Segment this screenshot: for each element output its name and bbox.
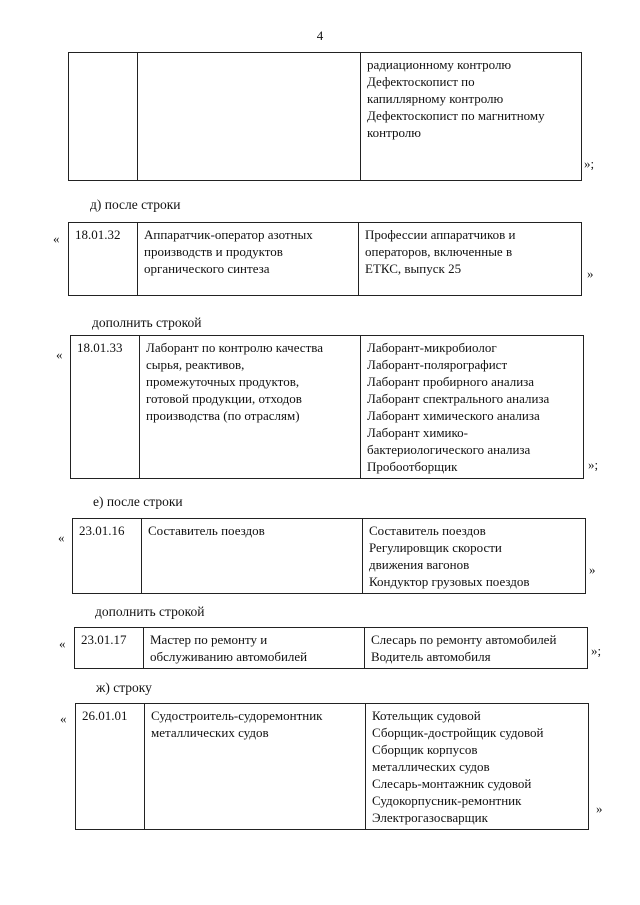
page-number: 4 [316,28,324,43]
table-row [68,222,582,296]
code-cell [69,53,138,181]
code-cell: 18.01.33 [71,336,140,479]
section-label: ж) строку [96,680,152,695]
opening-quote: « [59,636,66,651]
code-cell: 18.01.32 [69,223,138,296]
profession-line: Дефектоскопист по магнитному [367,108,545,123]
name-cell: Мастер по ремонту и обслуживанию автомобилей [144,628,365,669]
name-cell: Аппаратчик-оператор азотных производств и продуктов органического синтеза [138,223,359,296]
section-label: д) после строки [90,197,181,212]
closing-quote: »; [584,156,595,171]
table-row [74,627,588,669]
name-cell [138,53,361,181]
profession-line: контролю [367,125,421,140]
profession-line: радиационному контролю [367,57,512,72]
code-cell: 26.01.01 [76,704,145,830]
professions-cell: Профессии аппаратчиков и операторов, включенные в ЕТКС, выпуск 25 [359,223,582,296]
table-row [75,703,589,830]
section-label: дополнить строкой [92,315,202,330]
professions-cell: Составитель поездов Регулировщик скорости движения вагонов Кондуктор грузовых поездов [363,519,586,594]
professions-cell [361,53,582,181]
profession-line: капиллярному контролю [367,91,504,106]
opening-quote: « [56,347,63,362]
table-row [70,335,584,479]
profession-line: Дефектоскопист по [367,74,475,89]
table-row [72,518,586,594]
section-label: дополнить строкой [95,604,205,619]
code-cell: 23.01.16 [73,519,142,594]
professions-cell: Лаборант-микробиолог Лаборант-полярографист Лаборант пробирного анализа Лаборант спектрального анализа Лаборант химического анализа Лаборант химико- бактериологического анализа Пробоотборщик [361,336,584,479]
professions-cell: Слесарь по ремонту автомобилей Водитель автомобиля [365,628,588,669]
continuation-table [68,52,582,181]
closing-quote: » [589,562,596,577]
professions-cell: Котельщик судовой Сборщик-достройщик судовой Сборщик корпусов металлических судов Слесарь-монтажник судовой Судокорпусник-ремонтник Электрогазосварщик [366,704,589,830]
closing-quote: » [596,801,603,816]
opening-quote: « [53,231,60,246]
opening-quote: « [60,711,67,726]
code-cell: 23.01.17 [75,628,144,669]
name-cell: Составитель поездов [142,519,363,594]
closing-quote: »; [591,643,602,658]
section-label: е) после строки [93,494,183,509]
opening-quote: « [58,530,65,545]
name-cell: Судостроитель-судоремонтник металлических судов [145,704,366,830]
closing-quote: » [587,266,594,281]
name-cell: Лаборант по контролю качества сырья, реактивов, промежуточных продуктов, готовой продукции, отходов производства (по отраслям) [140,336,361,479]
closing-quote: »; [588,457,599,472]
